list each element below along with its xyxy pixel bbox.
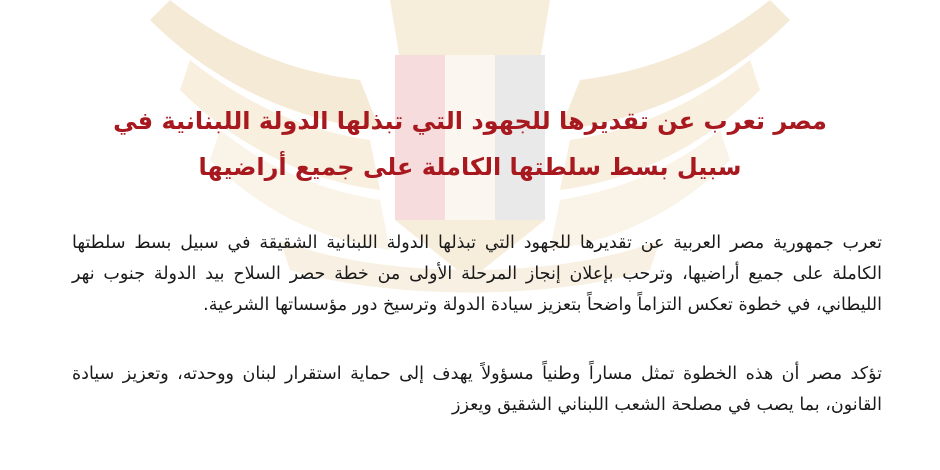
paragraph-1: تعرب جمهورية مصر العربية عن تقديرها للجهود التي تبذلها الدولة اللبنانية الشقيقة في سبيل بسط سلطتها الكاملة على جميع أراضيها، وترحب بإعلان إنجاز المرحلة الأولى من خطة حصر السلاح بيد الدولة جنوب نهر الليطاني، في خطوة تعكس التزاماً واضحاً بتعزيز سيادة الدولة وترسيخ دور مؤسساتها الشرعية. [72, 233, 882, 315]
headline [40, 98, 900, 190]
headline-line-1: مصر تعرب عن تقديرها للجهود التي تبذلها الدولة اللبنانية في [113, 107, 827, 135]
headline-line-2: سبيل بسط سلطتها الكاملة على جميع أراضيها [198, 153, 742, 181]
paragraph-2: تؤكد مصر أن هذه الخطوة تمثل مساراً وطنياً مسؤولاً يهدف إلى حماية استقرار لبنان ووحدته، وتعزيز سيادة القانون، بما يصب في مصلحة الشعب اللبناني الشقيق ويعزز [72, 364, 882, 415]
article-body [72, 228, 882, 459]
